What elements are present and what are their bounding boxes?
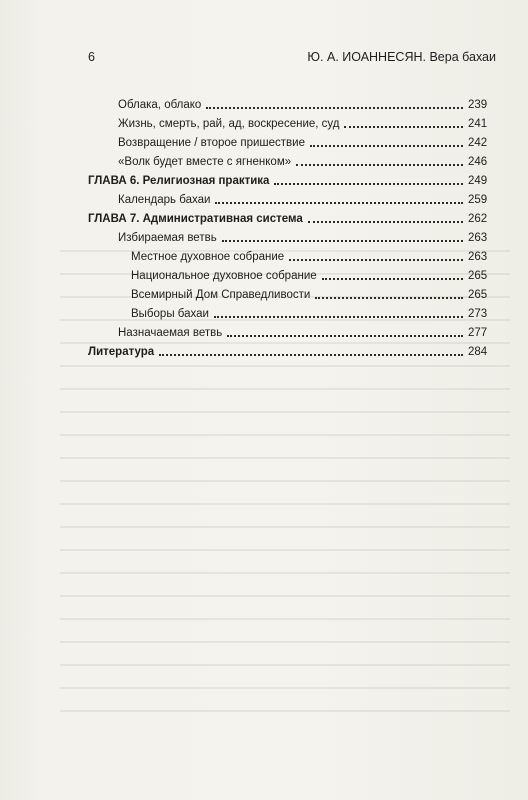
toc-leader-dots	[296, 164, 463, 166]
toc-entry-title: Избираемая ветвь	[118, 232, 217, 244]
toc-entry-page: 277	[468, 327, 488, 339]
toc-entry-title: Облака, облако	[118, 99, 202, 111]
toc-subentry	[88, 245, 486, 264]
toc-entry-title: Назначаемая ветвь	[118, 327, 223, 339]
table-of-contents	[88, 93, 486, 359]
toc-entry-page: 273	[468, 308, 488, 320]
toc-chapter-entry	[88, 169, 486, 188]
toc-entry-title: Выборы бахаи	[131, 308, 209, 320]
toc-leader-dots	[214, 316, 463, 318]
toc-entry-title: Жизнь, смерть, рай, ад, воскресение, суд	[118, 118, 340, 130]
toc-entry	[88, 150, 486, 169]
toc-leader-dots	[159, 354, 463, 356]
toc-leader-dots	[310, 145, 463, 147]
toc-entry-page: 284	[468, 346, 488, 358]
toc-entry-page: 263	[468, 251, 488, 263]
toc-entry-page: 263	[468, 232, 488, 244]
toc-leader-dots	[274, 183, 463, 185]
toc-leader-dots	[308, 221, 463, 223]
running-title: Ю. А. ИОАННЕСЯН. Вера бахаи	[307, 50, 496, 64]
toc-entry-page: 249	[468, 175, 488, 187]
toc-leader-dots	[315, 297, 463, 299]
toc-entry	[88, 321, 486, 340]
toc-subentry	[88, 302, 486, 321]
toc-subentry	[88, 264, 486, 283]
toc-entry	[88, 131, 486, 150]
toc-entry-page: 259	[468, 194, 488, 206]
toc-leader-dots	[322, 278, 463, 280]
toc-leader-dots	[222, 240, 463, 242]
toc-entry-page: 241	[468, 118, 488, 130]
toc-entry-page: 246	[468, 156, 488, 168]
toc-entry-page: 242	[468, 137, 488, 149]
toc-entry	[88, 93, 486, 112]
toc-leader-dots	[227, 335, 463, 337]
toc-entry-page: 262	[468, 213, 488, 225]
toc-chapter-title: Литература	[88, 346, 155, 358]
toc-entry-title: Календарь бахаи	[118, 194, 211, 206]
toc-subentry	[88, 283, 486, 302]
toc-chapter-title: ГЛАВА 6. Религиозная практика	[88, 175, 270, 187]
toc-chapter-entry	[88, 340, 486, 359]
toc-entry-page: 239	[468, 99, 488, 111]
toc-leader-dots	[289, 259, 463, 261]
running-header	[88, 49, 496, 65]
toc-chapter-title: ГЛАВА 7. Административная система	[88, 213, 303, 225]
page-number: 6	[88, 50, 95, 64]
toc-entry-title: «Волк будет вместе с ягненком»	[118, 156, 292, 168]
toc-leader-dots	[206, 107, 463, 109]
toc-entry-page: 265	[468, 289, 488, 301]
toc-entry-title: Всемирный Дом Справедливости	[131, 289, 311, 301]
toc-entry-title: Национальное духовное собрание	[131, 270, 317, 282]
toc-leader-dots	[215, 202, 463, 204]
toc-entry-page: 265	[468, 270, 488, 282]
toc-entry-title: Местное духовное собрание	[131, 251, 285, 263]
toc-entry	[88, 226, 486, 245]
toc-entry	[88, 188, 486, 207]
toc-entry	[88, 112, 486, 131]
toc-chapter-entry	[88, 207, 486, 226]
toc-entry-title: Возвращение / второе пришествие	[118, 137, 305, 149]
toc-leader-dots	[344, 126, 463, 128]
